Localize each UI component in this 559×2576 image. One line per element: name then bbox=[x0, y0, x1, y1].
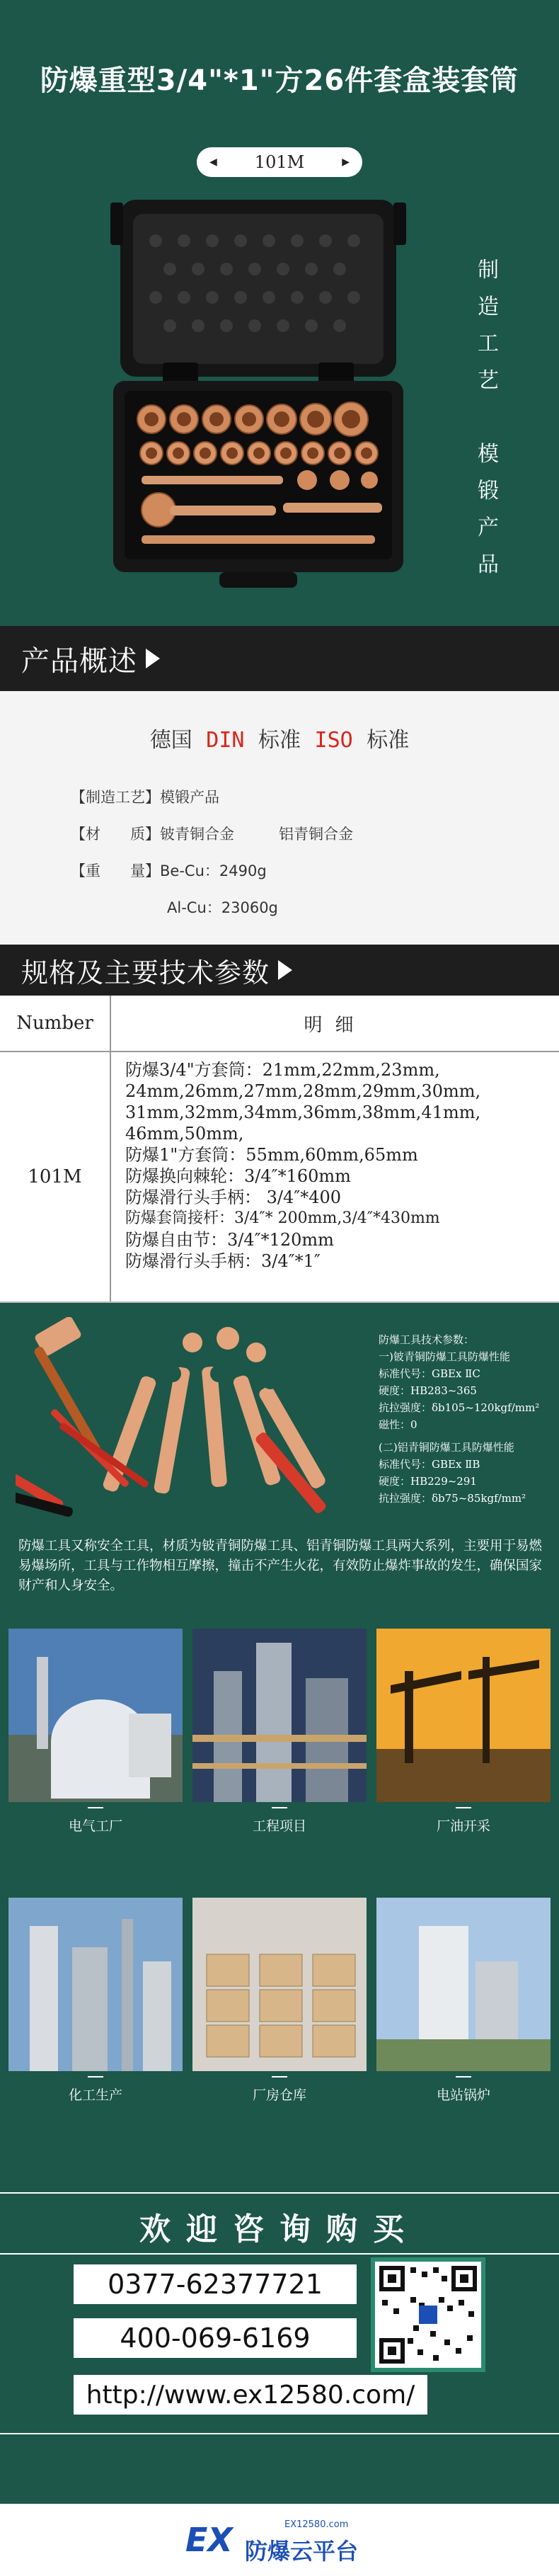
detail-line: 防爆换向棘轮：3/4″*160mm bbox=[125, 1166, 351, 1186]
cell-number: 101M bbox=[0, 1052, 111, 1301]
phone-2[interactable]: 400-069-6169 bbox=[74, 2318, 357, 2358]
side-char: 工 bbox=[478, 331, 499, 356]
std-mid: 标准 bbox=[258, 728, 301, 753]
tech-line: 磁性：0 bbox=[379, 1418, 417, 1431]
application-photos bbox=[0, 1629, 559, 2150]
side-char: 产 bbox=[478, 515, 499, 540]
tech-line: 抗拉强度：δb105~120kgf/mm² bbox=[379, 1401, 540, 1414]
qr-code-icon bbox=[371, 2257, 485, 2372]
tech-line: 硬度：HB229~291 bbox=[379, 1475, 477, 1488]
detail-line: 防爆自由节：3/4″*120mm bbox=[125, 1230, 334, 1250]
overview-section bbox=[0, 691, 559, 945]
side-char: 模 bbox=[478, 442, 499, 467]
info-paragraph: 防爆工具又称安全工具，材质为铍青铜防爆工具、铝青铜防爆工具两大系列，主要用于易燃易爆场所，工具与工作物相互摩擦，撞击不产生火花，有效防止爆炸事故的发生，确保国家财产和人身安全。 bbox=[18, 1539, 543, 1593]
tech-params bbox=[379, 1331, 555, 1507]
contact-bottom-line bbox=[0, 2433, 559, 2434]
side-caption bbox=[467, 252, 509, 583]
caption-warehouse: 厂房仓库 bbox=[192, 2076, 367, 2104]
contact-top-line bbox=[0, 2192, 559, 2194]
photo-boiler bbox=[376, 1898, 551, 2071]
header-details: 明细 bbox=[304, 1014, 367, 1036]
detail-line: 24mm,26mm,27mm,28mm,29mm,30mm, bbox=[125, 1081, 481, 1101]
photo-engineering bbox=[192, 1629, 367, 1802]
spec-material: 【材 质】铍青铜合金 铝青铜合金 bbox=[71, 826, 353, 843]
tech-line: 一)铍青铜防爆工具防爆性能 bbox=[379, 1350, 510, 1363]
tech-line: (二)铝青铜防爆工具防爆性能 bbox=[379, 1441, 514, 1454]
photo-chemical bbox=[8, 1898, 183, 2071]
website-url[interactable]: http://www.ex12580.com/ bbox=[74, 2375, 427, 2415]
detail-line: 防爆1"方套筒：55mm,60mm,65mm bbox=[125, 1145, 418, 1165]
tech-line: 抗拉强度：δb75~85kgf/mm² bbox=[379, 1492, 526, 1505]
side-char: 造 bbox=[478, 295, 499, 319]
detail-line: 防爆套筒接杆：3/4″* 200mm,3/4″*430mm bbox=[125, 1209, 440, 1227]
overview-heading: 产品概述 bbox=[21, 644, 137, 678]
caption-oil-field: 厂油开采 bbox=[376, 1807, 551, 1835]
phone-1[interactable]: 0377-62377721 bbox=[74, 2264, 357, 2304]
overview-heading-bar bbox=[0, 626, 559, 691]
tools-image bbox=[16, 1317, 369, 1529]
model-selector[interactable] bbox=[197, 147, 362, 177]
din-label: DIN bbox=[206, 728, 245, 753]
logo-cn: 防爆云平台 bbox=[245, 2538, 359, 2565]
iso-label: ISO bbox=[314, 728, 353, 753]
model-label: 101M bbox=[254, 152, 305, 172]
header-number: Number bbox=[0, 996, 111, 1051]
side-char: 制 bbox=[478, 258, 499, 283]
caption-chemical: 化工生产 bbox=[8, 2076, 183, 2104]
play-arrow-icon bbox=[278, 960, 292, 980]
tech-line: 硬度：HB283~365 bbox=[379, 1384, 477, 1397]
spec-table bbox=[0, 996, 559, 1303]
photo-power-plant bbox=[8, 1629, 183, 1802]
spec-weight: 【重 量】Be-Cu：2490g bbox=[71, 862, 267, 879]
spec-weight-alcu: Al-Cu：23060g bbox=[167, 899, 278, 916]
specs-heading: 规格及主要技术参数 bbox=[21, 957, 270, 988]
prev-arrow-icon[interactable]: ◀ bbox=[209, 156, 217, 168]
product-title: 防爆重型3/4"*1"方26件套盒装套筒 bbox=[40, 64, 519, 97]
detail-line: 防爆滑行头手柄： 3/4″*400 bbox=[125, 1187, 342, 1207]
logo-ex: EX bbox=[185, 2521, 233, 2559]
play-arrow-icon bbox=[146, 649, 160, 668]
specs-heading-bar bbox=[0, 945, 559, 996]
tech-line: 防爆工具技术参数： bbox=[379, 1333, 475, 1346]
footer bbox=[0, 2504, 559, 2576]
detail-line: 防爆滑行头手柄：3/4″*1″ bbox=[125, 1251, 321, 1271]
photo-warehouse bbox=[192, 1898, 367, 2071]
detail-line: 31mm,32mm,34mm,36mm,38mm,41mm, bbox=[125, 1102, 481, 1122]
next-arrow-icon[interactable]: ▶ bbox=[342, 156, 350, 168]
side-char: 品 bbox=[478, 552, 499, 577]
caption-engineering: 工程项目 bbox=[192, 1807, 367, 1835]
contact-title: 欢迎咨询购买 bbox=[139, 2211, 420, 2247]
brand-logo[interactable] bbox=[185, 2519, 384, 2565]
side-spacer bbox=[467, 399, 509, 436]
logo-domain: EX12580.com bbox=[284, 2519, 349, 2530]
detail-line: 46mm,50mm, bbox=[125, 1124, 244, 1144]
photo-oil-field bbox=[376, 1629, 551, 1802]
caption-power-plant: 电气工厂 bbox=[8, 1807, 183, 1835]
caption-boiler: 电站锅炉 bbox=[376, 2076, 551, 2104]
hero-section bbox=[0, 0, 559, 626]
detail-line: 防爆3/4"方套筒：21mm,22mm,23mm, bbox=[125, 1060, 440, 1080]
contact-mid-line bbox=[0, 2253, 559, 2255]
spec-process: 【制造工艺】模锻产品 bbox=[71, 789, 219, 806]
side-char: 艺 bbox=[478, 368, 499, 393]
tech-line: 标准代号：GBEx ⅡC bbox=[379, 1367, 480, 1380]
cell-details bbox=[125, 1059, 557, 1272]
std-prefix: 德国 bbox=[149, 728, 192, 753]
side-char: 锻 bbox=[478, 479, 499, 503]
contact-section bbox=[0, 2150, 559, 2504]
tool-case-image bbox=[106, 198, 410, 595]
tech-line: 标准代号：GBEx ⅡB bbox=[379, 1458, 480, 1471]
standard-line bbox=[0, 722, 559, 753]
info-section bbox=[0, 1303, 559, 1629]
table-header-row bbox=[0, 996, 559, 1052]
std-suffix: 标准 bbox=[367, 728, 410, 753]
